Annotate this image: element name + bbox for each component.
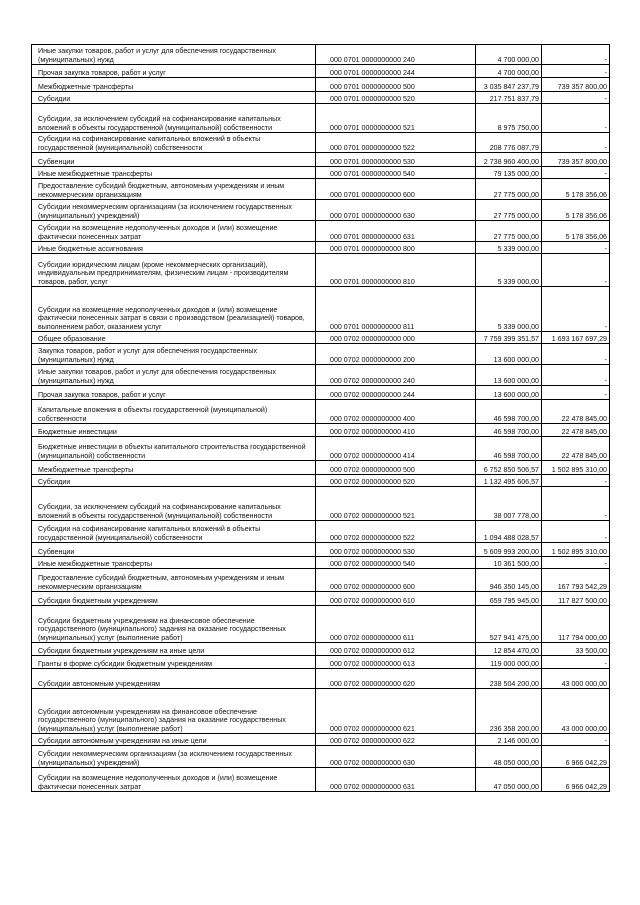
table-row (32, 543, 610, 557)
row-name-cell: Субвенции (32, 543, 316, 557)
budget-code-cell: 000 0702 0000000000 631 (316, 768, 476, 792)
executed-amount-cell: - (542, 242, 610, 254)
executed-amount-cell: - (542, 487, 610, 521)
approved-amount-cell: 1 132 495 606,57 (476, 475, 542, 487)
budget-code-cell: 000 0701 0000000000 810 (316, 254, 476, 287)
row-name-cell: Предоставление субсидий бюджетным, автономным учреждениям и иным некоммерческим организациям (32, 569, 316, 592)
approved-amount-cell: 2 146 000,00 (476, 734, 542, 746)
approved-amount-cell: 27 775 000,00 (476, 221, 542, 242)
executed-amount-cell: - (542, 344, 610, 365)
table-row (32, 200, 610, 221)
executed-amount-cell: - (542, 104, 610, 133)
row-name-cell: Иные бюджетные ассигнования (32, 242, 316, 254)
budget-code-cell: 000 0702 0000000000 530 (316, 543, 476, 557)
executed-amount-cell: 739 357 800,00 (542, 78, 610, 92)
approved-amount-cell: 13 600 000,00 (476, 386, 542, 400)
row-name-cell: Предоставление субсидий бюджетным, автономным учреждениям и иным некоммерческим организациям (32, 179, 316, 200)
row-name-cell: Субсидии некоммерческим организациям (за исключением государственных (муниципальных) учреждений) (32, 746, 316, 768)
table-row (32, 400, 610, 424)
executed-amount-cell: 739 357 800,00 (542, 153, 610, 167)
table-row (32, 475, 610, 487)
approved-amount-cell: 6 752 850 506,57 (476, 461, 542, 475)
budget-code-cell: 000 0702 0000000000 520 (316, 475, 476, 487)
approved-amount-cell: 2 738 960 400,00 (476, 153, 542, 167)
row-name-cell: Субсидии бюджетным учреждениям на финансовое обеспечение государственного (муниципального) задания на оказание государственных (муниципальных) услуг (выполнение работ) (32, 606, 316, 643)
table-row (32, 606, 610, 643)
approved-amount-cell: 3 035 847 237,79 (476, 78, 542, 92)
row-name-cell: Закупка товаров, работ и услуг для обеспечения государственных (муниципальных) нужд (32, 344, 316, 365)
table-row (32, 487, 610, 521)
approved-amount-cell: 38 007 778,00 (476, 487, 542, 521)
approved-amount-cell: 217 751 837,79 (476, 92, 542, 104)
executed-amount-cell: 22 478 845,00 (542, 424, 610, 437)
approved-amount-cell: 8 975 750,00 (476, 104, 542, 133)
budget-report-page (31, 44, 609, 792)
table-row (32, 133, 610, 153)
row-name-cell: Иные закупки товаров, работ и услуг для обеспечения государственных (муниципальных) нужд (32, 45, 316, 65)
row-name-cell: Субсидии на софинансирование капитальных вложений в объекты государственной (муниципальной) собственности (32, 521, 316, 543)
approved-amount-cell: 46 598 700,00 (476, 424, 542, 437)
executed-amount-cell: 117 827 500,00 (542, 592, 610, 606)
executed-amount-cell: - (542, 386, 610, 400)
budget-code-cell: 000 0702 0000000000 500 (316, 461, 476, 475)
executed-amount-cell: 6 966 042,29 (542, 768, 610, 792)
executed-amount-cell: 117 794 000,00 (542, 606, 610, 643)
executed-amount-cell: 1 502 895 310,00 (542, 461, 610, 475)
approved-amount-cell: 119 000 000,00 (476, 656, 542, 669)
row-name-cell: Субсидии (32, 92, 316, 104)
budget-code-cell: 000 0701 0000000000 811 (316, 287, 476, 332)
approved-amount-cell: 208 776 087,79 (476, 133, 542, 153)
budget-code-cell: 000 0702 0000000000 200 (316, 344, 476, 365)
approved-amount-cell: 659 795 945,00 (476, 592, 542, 606)
row-name-cell: Субсидии бюджетным учреждениям на иные цели (32, 643, 316, 656)
budget-code-cell: 000 0702 0000000000 612 (316, 643, 476, 656)
approved-amount-cell: 46 598 700,00 (476, 437, 542, 461)
approved-amount-cell: 13 600 000,00 (476, 344, 542, 365)
row-name-cell: Общее образование (32, 332, 316, 344)
executed-amount-cell: 33 500,00 (542, 643, 610, 656)
budget-code-cell: 000 0701 0000000000 521 (316, 104, 476, 133)
row-name-cell: Бюджетные инвестиции в объекты капитального строительства государственной (муниципальной) собственности (32, 437, 316, 461)
executed-amount-cell: - (542, 45, 610, 65)
executed-amount-cell: 5 178 356,06 (542, 200, 610, 221)
executed-amount-cell: 43 000 000,00 (542, 669, 610, 689)
executed-amount-cell: 1 693 167 697,29 (542, 332, 610, 344)
table-row (32, 521, 610, 543)
row-name-cell: Субсидии, за исключением субсидий на софинансирование капитальных вложений в объекты государственной (муниципальной) собственности (32, 104, 316, 133)
table-row (32, 557, 610, 569)
approved-amount-cell: 5 339 000,00 (476, 242, 542, 254)
row-name-cell: Иные межбюджетные трансферты (32, 557, 316, 569)
row-name-cell: Субсидии (32, 475, 316, 487)
table-row (32, 104, 610, 133)
executed-amount-cell: 22 478 845,00 (542, 437, 610, 461)
budget-code-cell: 000 0702 0000000000 240 (316, 365, 476, 386)
approved-amount-cell: 5 609 993 200,00 (476, 543, 542, 557)
budget-code-cell: 000 0701 0000000000 540 (316, 167, 476, 179)
budget-code-cell: 000 0702 0000000000 414 (316, 437, 476, 461)
table-row (32, 656, 610, 669)
row-name-cell: Субсидии бюджетным учреждениям (32, 592, 316, 606)
row-name-cell: Субсидии на возмещение недополученных доходов и (или) возмещение фактически понесенных затрат (32, 221, 316, 242)
table-row (32, 746, 610, 768)
row-name-cell: Субсидии на возмещение недополученных доходов и (или) возмещение фактически понесенных затрат (32, 768, 316, 792)
row-name-cell: Прочая закупка товаров, работ и услуг (32, 386, 316, 400)
table-row (32, 332, 610, 344)
table-row (32, 65, 610, 78)
row-name-cell: Прочая закупка товаров, работ и услуг (32, 65, 316, 78)
executed-amount-cell: - (542, 133, 610, 153)
table-row (32, 592, 610, 606)
row-name-cell: Субсидии некоммерческим организациям (за исключением государственных (муниципальных) учреждений) (32, 200, 316, 221)
table-row (32, 254, 610, 287)
table-row (32, 689, 610, 734)
approved-amount-cell: 48 050 000,00 (476, 746, 542, 768)
approved-amount-cell: 46 598 700,00 (476, 400, 542, 424)
budget-code-cell: 000 0701 0000000000 500 (316, 78, 476, 92)
row-name-cell: Субсидии автономным учреждениям (32, 669, 316, 689)
table-row (32, 643, 610, 656)
table-row (32, 78, 610, 92)
budget-code-cell: 000 0702 0000000000 620 (316, 669, 476, 689)
approved-amount-cell: 5 339 000,00 (476, 287, 542, 332)
table-row (32, 242, 610, 254)
budget-code-cell: 000 0702 0000000000 522 (316, 521, 476, 543)
approved-amount-cell: 7 759 399 351,57 (476, 332, 542, 344)
row-name-cell: Субсидии, за исключением субсидий на софинансирование капитальных вложений в объекты государственной (муниципальной) собственности (32, 487, 316, 521)
budget-code-cell: 000 0702 0000000000 000 (316, 332, 476, 344)
row-name-cell: Иные закупки товаров, работ и услуг для обеспечения государственных (муниципальных) нужд (32, 365, 316, 386)
executed-amount-cell: - (542, 734, 610, 746)
approved-amount-cell: 527 941 475,00 (476, 606, 542, 643)
table-row (32, 221, 610, 242)
table-row (32, 365, 610, 386)
table-row (32, 287, 610, 332)
executed-amount-cell: - (542, 92, 610, 104)
executed-amount-cell: 5 178 356,06 (542, 221, 610, 242)
budget-code-cell: 000 0701 0000000000 800 (316, 242, 476, 254)
table-row (32, 768, 610, 792)
approved-amount-cell: 13 600 000,00 (476, 365, 542, 386)
table-row (32, 344, 610, 365)
approved-amount-cell: 5 339 000,00 (476, 254, 542, 287)
executed-amount-cell: 167 793 542,29 (542, 569, 610, 592)
executed-amount-cell: - (542, 65, 610, 78)
table-row (32, 45, 610, 65)
budget-code-cell: 000 0702 0000000000 600 (316, 569, 476, 592)
budget-code-cell: 000 0702 0000000000 244 (316, 386, 476, 400)
row-name-cell: Межбюджетные трансферты (32, 461, 316, 475)
executed-amount-cell: - (542, 557, 610, 569)
budget-code-cell: 000 0702 0000000000 540 (316, 557, 476, 569)
table-row (32, 179, 610, 200)
budget-code-cell: 000 0702 0000000000 622 (316, 734, 476, 746)
budget-code-cell: 000 0701 0000000000 522 (316, 133, 476, 153)
executed-amount-cell: 43 000 000,00 (542, 689, 610, 734)
executed-amount-cell: 1 502 895 310,00 (542, 543, 610, 557)
executed-amount-cell: - (542, 475, 610, 487)
executed-amount-cell: 5 178 356,06 (542, 179, 610, 200)
executed-amount-cell: - (542, 365, 610, 386)
row-name-cell: Субвенции (32, 153, 316, 167)
approved-amount-cell: 79 135 000,00 (476, 167, 542, 179)
row-name-cell: Субсидии автономным учреждениям на финансовое обеспечение государственного (муниципального) задания на оказание государственных (муниципальных) услуг (выполнение работ) (32, 689, 316, 734)
budget-code-cell: 000 0702 0000000000 610 (316, 592, 476, 606)
budget-code-cell: 000 0702 0000000000 400 (316, 400, 476, 424)
budget-code-cell: 000 0702 0000000000 613 (316, 656, 476, 669)
table-row (32, 167, 610, 179)
row-name-cell: Субсидии на возмещение недополученных доходов и (или) возмещение фактически понесенных затрат в связи с производством (реализацией) товаров, выполнением работ, оказанием услуг (32, 287, 316, 332)
approved-amount-cell: 10 361 500,00 (476, 557, 542, 569)
executed-amount-cell: - (542, 656, 610, 669)
budget-code-cell: 000 0702 0000000000 410 (316, 424, 476, 437)
budget-code-cell: 000 0701 0000000000 600 (316, 179, 476, 200)
budget-code-cell: 000 0701 0000000000 631 (316, 221, 476, 242)
budget-code-cell: 000 0701 0000000000 244 (316, 65, 476, 78)
budget-code-cell: 000 0701 0000000000 630 (316, 200, 476, 221)
row-name-cell: Межбюджетные трансферты (32, 78, 316, 92)
executed-amount-cell: 22 478 845,00 (542, 400, 610, 424)
row-name-cell: Гранты в форме субсидии бюджетным учреждениям (32, 656, 316, 669)
budget-table-body (32, 45, 610, 792)
row-name-cell: Субсидии автономным учреждениям на иные цели (32, 734, 316, 746)
table-row (32, 92, 610, 104)
table-row (32, 437, 610, 461)
approved-amount-cell: 4 700 000,00 (476, 45, 542, 65)
budget-code-cell: 000 0702 0000000000 621 (316, 689, 476, 734)
budget-code-cell: 000 0702 0000000000 611 (316, 606, 476, 643)
budget-code-cell: 000 0702 0000000000 521 (316, 487, 476, 521)
approved-amount-cell: 946 350 145,00 (476, 569, 542, 592)
row-name-cell: Субсидии юридическим лицам (кроме некоммерческих организаций), индивидуальным предпринимателям, физическим лицам - производителям товаров, работ, услуг (32, 254, 316, 287)
table-row (32, 461, 610, 475)
approved-amount-cell: 4 700 000,00 (476, 65, 542, 78)
executed-amount-cell: - (542, 254, 610, 287)
approved-amount-cell: 236 358 200,00 (476, 689, 542, 734)
budget-code-cell: 000 0701 0000000000 530 (316, 153, 476, 167)
executed-amount-cell: - (542, 167, 610, 179)
table-row (32, 569, 610, 592)
row-name-cell: Иные межбюджетные трансферты (32, 167, 316, 179)
executed-amount-cell: - (542, 287, 610, 332)
table-row (32, 386, 610, 400)
row-name-cell: Бюджетные инвестиции (32, 424, 316, 437)
row-name-cell: Субсидии на софинансирование капитальных вложений в объекты государственной (муниципальной) собственности (32, 133, 316, 153)
table-row (32, 424, 610, 437)
budget-code-cell: 000 0701 0000000000 240 (316, 45, 476, 65)
budget-code-cell: 000 0701 0000000000 520 (316, 92, 476, 104)
table-row (32, 669, 610, 689)
approved-amount-cell: 27 775 000,00 (476, 179, 542, 200)
budget-table (31, 44, 610, 792)
approved-amount-cell: 27 775 000,00 (476, 200, 542, 221)
row-name-cell: Капитальные вложения в объекты государственной (муниципальной) собственности (32, 400, 316, 424)
executed-amount-cell: 6 966 042,29 (542, 746, 610, 768)
executed-amount-cell: - (542, 521, 610, 543)
approved-amount-cell: 1 094 488 028,57 (476, 521, 542, 543)
table-row (32, 153, 610, 167)
approved-amount-cell: 12 854 470,00 (476, 643, 542, 656)
approved-amount-cell: 47 050 000,00 (476, 768, 542, 792)
approved-amount-cell: 238 504 200,00 (476, 669, 542, 689)
table-row (32, 734, 610, 746)
budget-code-cell: 000 0702 0000000000 630 (316, 746, 476, 768)
